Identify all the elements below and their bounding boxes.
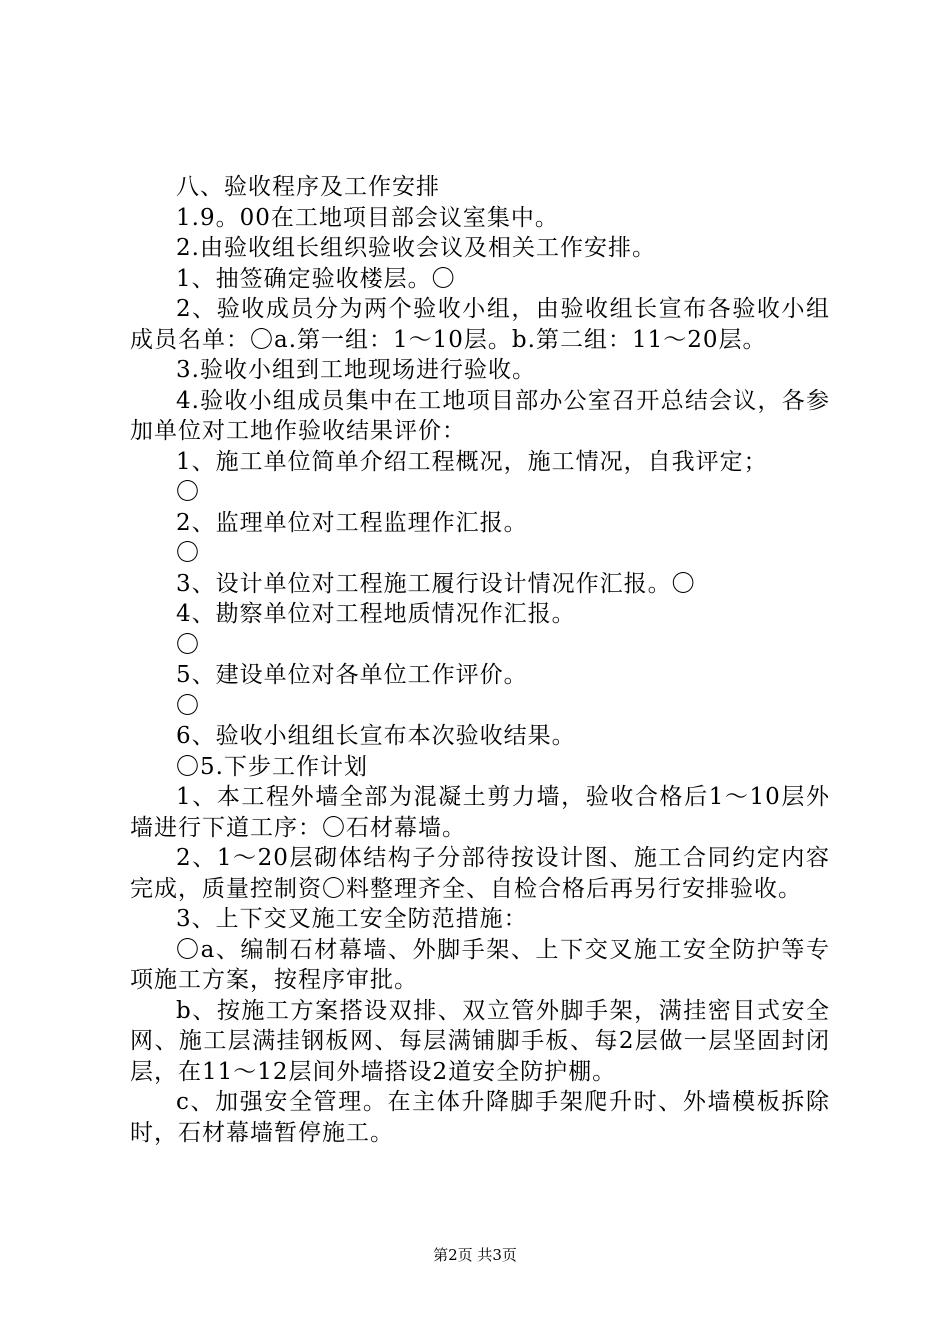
paragraph-marker: 〇 <box>176 692 200 719</box>
paragraph: 1、本工程外墙全部为混凝土剪力墙，验收合格后1～10层外墙进行下道工序：〇石材幕墙。 <box>130 784 830 841</box>
paragraph: 3、上下交叉施工安全防范措施： <box>176 906 528 932</box>
paragraph: 4.验收小组成员集中在工地项目部办公室召开总结会议，各参加单位对工地作验收结果评价： <box>130 387 830 444</box>
paragraph: 1、抽签确定验收楼层。〇 <box>176 265 456 292</box>
paragraph: 3.验收小组到工地现场进行验收。 <box>176 357 536 383</box>
paragraph-marker: 〇 <box>176 631 200 658</box>
paragraph-marker: 〇 <box>176 479 200 505</box>
paragraph: 4、勘察单位对工程地质情况作汇报。 <box>176 601 576 627</box>
paragraph: 1、施工单位简单介绍工程概况，施工情况，自我评定； <box>176 448 768 475</box>
paragraph: b、按施工方案搭设双排、双立管外脚手架，满挂密目式安全网、施工层满挂钢板网、每层满铺脚手板、每2层做一层坚固封闭层，在11～12层间外墙搭设2道安全防护棚。 <box>130 997 830 1085</box>
paragraph: 2、监理单位对工程监理作汇报。 <box>176 509 528 536</box>
paragraph: 5、建设单位对各单位工作评价。 <box>176 662 528 688</box>
paragraph: 1.9。00在工地项目部会议室集中。 <box>176 204 559 231</box>
paragraph: 〇5.下步工作计划 <box>176 753 368 780</box>
paragraph-section-heading: 八、验收程序及工作安排 <box>176 174 440 200</box>
paragraph: 2.由验收组长组织验收会议及相关工作安排。 <box>176 235 656 261</box>
paragraph-marker: 〇 <box>176 540 200 566</box>
page-number-footer: 第2页 共3页 <box>433 1246 517 1264</box>
paragraph: 2、验收成员分为两个验收小组，由验收组长宣布各验收小组成员名单：〇a.第一组：1～10层。b.第二组：11～20层。 <box>130 296 830 353</box>
paragraph: 〇a、编制石材幕墙、外脚手架、上下交叉施工安全防护等专项施工方案，按程序审批。 <box>130 936 830 993</box>
document-body <box>130 172 830 1148</box>
paragraph: 2、1～20层砌体结构子分部待按设计图、施工合同约定内容完成，质量控制资〇料整理齐全、自检合格后再另行安排验收。 <box>130 845 830 902</box>
paragraph: 3、设计单位对工程施工履行设计情况作汇报。〇 <box>176 570 696 597</box>
paragraph: c、加强安全管理。在主体升降脚手架爬升时、外墙模板拆除时，石材幕墙暂停施工。 <box>130 1089 830 1146</box>
paragraph: 6、验收小组组长宣布本次验收结果。 <box>176 723 576 749</box>
